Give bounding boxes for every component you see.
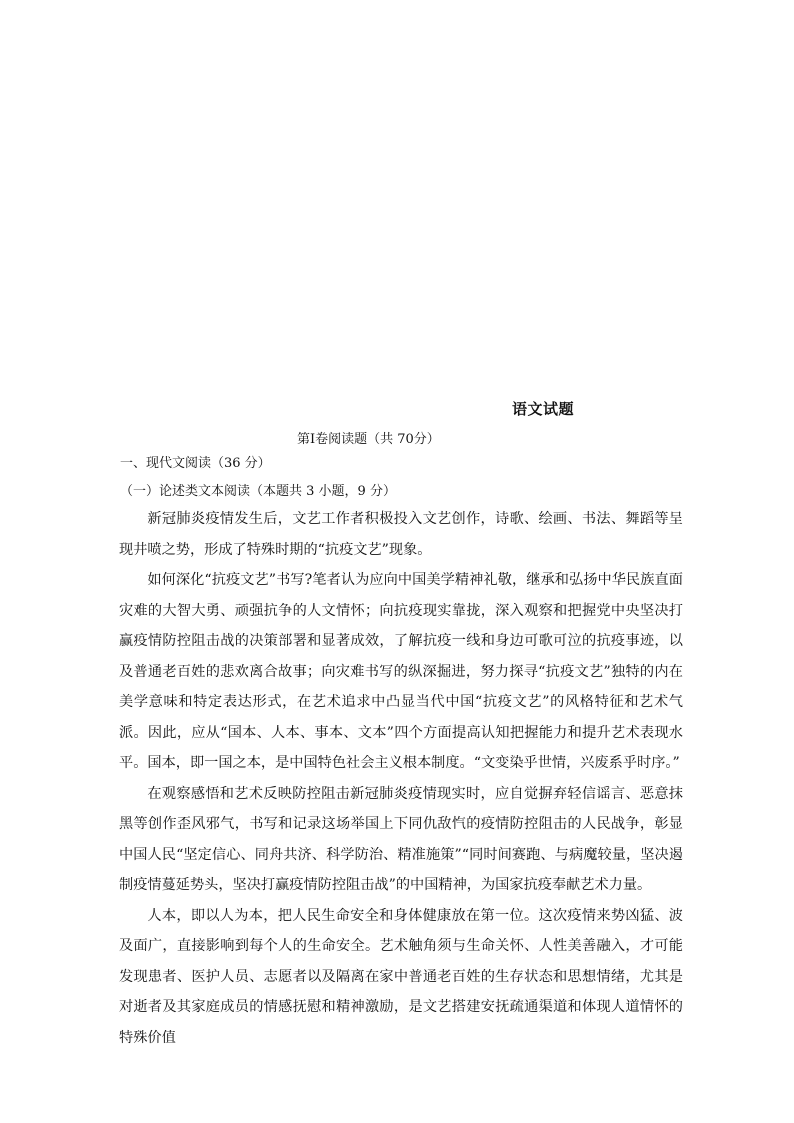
document-title: 语文试题 — [512, 400, 575, 418]
paragraph: 人本，即以人为本，把人民生命安全和身体健康放在第一位。这次疫情来势凶猛、波及面广，直接影响到每个人的生命安全。艺术触角须与生命关怀、人性美善融入，才可能发现患者、医护人员、志愿者以及隔离在家中普通老百姓的生存状态和思想情绪，尤其是对逝者及其家庭成员的情感抚慰和精神激励，是文艺搭建安抚疏通渠道和体现人道情怀的特殊价值 — [119, 907, 683, 1046]
article-body — [119, 504, 683, 1053]
section-title: 第Ⅰ卷阅读题（共 70分） — [297, 432, 440, 447]
part-title: 一、现代文阅读（36 分） — [120, 456, 271, 471]
paragraph: 如何深化“抗疫文艺”书写?笔者认为应向中国美学精神礼敬，继承和弘扬中华民族直面灾难的大智大勇、顽强抗争的人文情怀；向抗疫现实靠拢，深入观察和把握党中央坚决打赢疫情防控阻击战的决策部署和显著成效，了解抗疫一线和身边可歌可泣的抗疫事迹，以及普通老百姓的悲欢离合故事；向灾难书写的纵深掘进，努力探寻“抗疫文艺”独特的内在美学意味和特定表达形式，在艺术追求中凸显当代中国“抗疫文艺”的风格特征和艺术气派。因此，应从“国本、人本、事本、文本”四个方面提高认知把握能力和提升艺术表现水平。国本，即一国之本，是中国特色社会主义根本制度。“文变染乎世情，兴废系乎时序。” — [119, 572, 683, 771]
subpart-title: （一）论述类文本阅读（本题共 3 小题，9 分） — [120, 484, 396, 499]
paragraph: 在观察感悟和艺术反映防控阻击新冠肺炎疫情现实时，应自觉摒弃轻信谣言、恶意抹黑等创作歪风邪气，书写和记录这场举国上下同仇敌忾的疫情防控阻击的人民战争，彰显中国人民“坚定信心、同舟共济、科学防治、精准施策”“同时间赛跑、与病魔较量，坚决遏制疫情蔓延势头，坚决打赢疫情防控阻击战”的中国精神，为国家抗疫奉献艺术力量。 — [119, 785, 683, 893]
paragraph: 新冠肺炎疫情发生后，文艺工作者积极投入文艺创作，诗歌、绘画、书法、舞蹈等呈现井喷之势，形成了特殊时期的“抗疫文艺”现象。 — [119, 511, 683, 558]
